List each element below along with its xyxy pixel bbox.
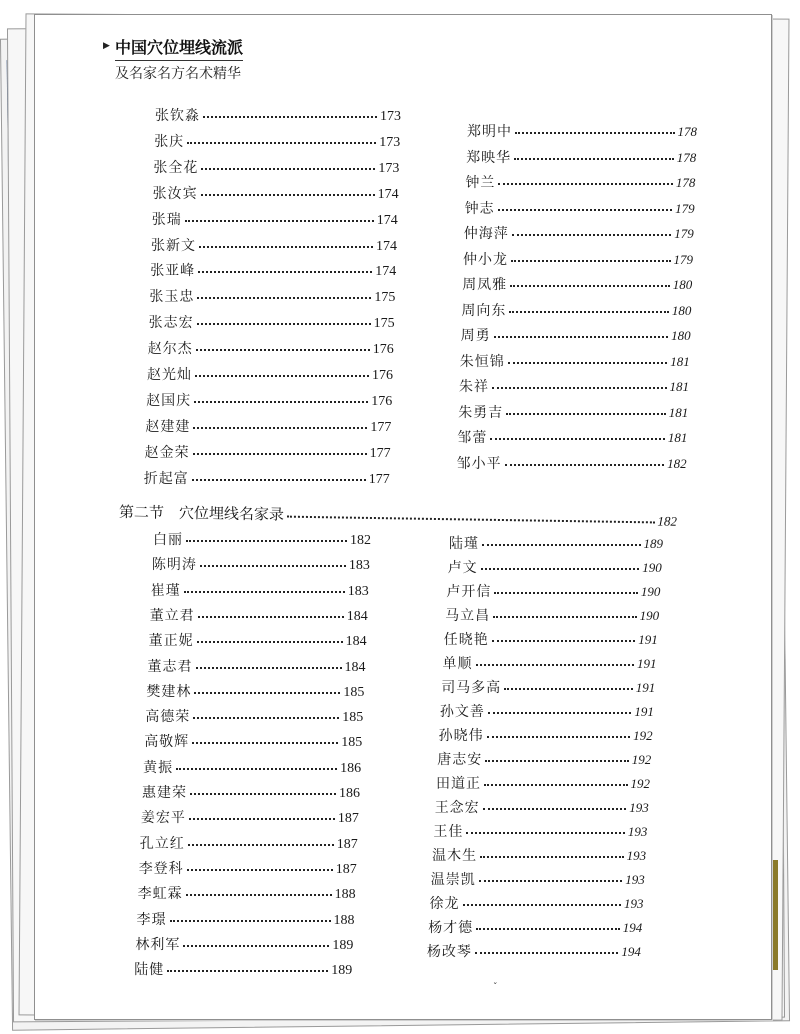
- entry-name: 马立昌: [445, 608, 491, 624]
- toc-entry[interactable]: [146, 390, 392, 410]
- toc-entry[interactable]: [139, 858, 357, 878]
- leader-dots: [509, 311, 669, 313]
- section-label: 第二节 穴位埋线名家录: [118, 503, 285, 524]
- entry-page-number: 191: [638, 632, 658, 647]
- toc-entry[interactable]: [145, 442, 391, 462]
- entry-name: 温崇凯: [430, 872, 476, 888]
- toc-entry[interactable]: [441, 677, 655, 697]
- toc-entry[interactable]: [443, 653, 657, 673]
- entry-name: 孙文善: [439, 704, 485, 720]
- leader-dots: [483, 808, 627, 810]
- toc-entry[interactable]: [466, 147, 696, 167]
- entry-page-number: 175: [374, 290, 396, 306]
- leader-dots: [498, 209, 673, 211]
- entry-name: 李璟: [136, 911, 167, 928]
- leader-dots: [167, 970, 328, 972]
- entry-name: 张瑞: [151, 211, 182, 228]
- entry-name: 张全花: [153, 159, 199, 176]
- entry-page-number: 182: [667, 455, 687, 471]
- entry-name: 张亚峰: [150, 263, 196, 280]
- entry-page-number: 184: [344, 659, 366, 675]
- entry-page-number: 183: [347, 583, 369, 599]
- toc-entry[interactable]: [463, 249, 693, 269]
- entry-name: 张志宏: [148, 315, 194, 332]
- leader-dots: [197, 323, 371, 325]
- entry-name: 朱勇吉: [458, 404, 504, 421]
- toc-entry[interactable]: [427, 941, 641, 961]
- leader-dots: [193, 453, 367, 455]
- book-title: 中国穴位埋线流派: [115, 38, 244, 57]
- entry-page-number: 181: [670, 353, 690, 369]
- entry-page-number: 183: [348, 558, 370, 574]
- toc-entry[interactable]: [155, 105, 401, 125]
- toc-entry[interactable]: [448, 557, 662, 577]
- leader-dots: [476, 928, 620, 930]
- leader-dots: [506, 413, 666, 415]
- entry-page-number: 181: [669, 379, 689, 394]
- leader-dots: [466, 832, 625, 834]
- entry-page-number: 176: [371, 393, 393, 409]
- leader-dots: [176, 768, 337, 770]
- toc-entry[interactable]: [458, 402, 688, 422]
- toc-entry[interactable]: [145, 416, 391, 436]
- entry-page-number: 193: [627, 824, 648, 839]
- entry-page-number: 191: [634, 704, 654, 719]
- toc-entry[interactable]: [445, 605, 659, 625]
- leader-dots: [492, 640, 636, 642]
- entry-name: 李虹霖: [137, 886, 183, 903]
- leader-dots: [197, 297, 371, 299]
- entry-name: 钟志: [464, 200, 495, 217]
- entry-name: 徐龙: [429, 896, 460, 912]
- leader-dots: [194, 692, 340, 694]
- leader-dots: [192, 742, 338, 744]
- toc-entry[interactable]: [142, 782, 360, 802]
- leader-dots: [463, 904, 622, 906]
- entry-page-number: 188: [334, 887, 356, 903]
- entry-page-number: 192: [633, 728, 653, 743]
- entry-page-number: 194: [622, 920, 643, 935]
- toc-entry[interactable]: [137, 909, 355, 929]
- toc-entry[interactable]: [150, 260, 396, 280]
- entry-page-number: 173: [380, 109, 401, 124]
- leader-dots: [488, 712, 632, 714]
- leader-dots: [492, 387, 667, 389]
- toc-entry[interactable]: [154, 131, 400, 151]
- entry-name: 高德荣: [145, 709, 191, 726]
- toc-entry[interactable]: [457, 427, 687, 447]
- leader-dots: [192, 479, 366, 481]
- entry-name: 田道正: [436, 776, 481, 792]
- leader-dots: [498, 183, 673, 185]
- entry-page-number: 174: [375, 264, 397, 280]
- entry-page-number: 180: [671, 328, 691, 343]
- entry-name: 卢文: [447, 560, 478, 576]
- leader-dots: [193, 427, 367, 429]
- leader-dots: [476, 664, 635, 666]
- entry-name: 仲海萍: [463, 226, 509, 242]
- entry-page-number: 185: [341, 735, 363, 751]
- entry-page-number: 193: [625, 872, 645, 887]
- entry-page-number: 186: [339, 786, 360, 801]
- entry-name: 陈明涛: [151, 557, 197, 574]
- entry-page-number: 178: [677, 124, 697, 139]
- toc-entry[interactable]: [465, 198, 695, 218]
- toc-entry[interactable]: [153, 183, 399, 203]
- leader-dots: [196, 667, 342, 669]
- leader-dots: [484, 784, 628, 786]
- leader-dots: [480, 856, 624, 858]
- leader-dots: [183, 945, 329, 947]
- toc-entry[interactable]: [449, 533, 663, 553]
- toc-entry[interactable]: [152, 554, 370, 574]
- entry-page-number: 189: [332, 937, 354, 953]
- leader-dots: [201, 168, 375, 170]
- leader-dots: [198, 616, 344, 618]
- entry-page-number: 179: [674, 226, 694, 241]
- toc-entry[interactable]: [433, 821, 647, 841]
- entry-name: 朱恒锦: [459, 353, 505, 370]
- entry-page-number: 177: [368, 471, 390, 487]
- toc-entry[interactable]: [144, 468, 390, 488]
- toc-entry[interactable]: [467, 121, 697, 141]
- leader-dots: [197, 641, 343, 643]
- entry-page-number: 190: [639, 608, 660, 623]
- leader-dots: [505, 464, 665, 466]
- toc-entry[interactable]: [151, 235, 397, 255]
- entry-name: 仲小龙: [463, 251, 508, 268]
- book-page: [34, 14, 772, 1020]
- toc-entry[interactable]: [464, 223, 694, 243]
- entry-page-number: 191: [637, 656, 657, 671]
- entry-name: 温木生: [432, 848, 478, 864]
- toc-entry[interactable]: [435, 797, 649, 817]
- toc-entry[interactable]: [431, 869, 645, 889]
- entry-name: 孔立红: [139, 835, 185, 852]
- toc-entry[interactable]: [149, 630, 367, 650]
- toc-entry[interactable]: [153, 529, 371, 549]
- toc-entry[interactable]: [462, 274, 692, 294]
- entry-page-number: 174: [377, 186, 399, 202]
- leader-dots: [203, 116, 377, 118]
- toc-entry[interactable]: [461, 300, 691, 320]
- entry-name: 周勇: [460, 328, 491, 344]
- leader-dots: [170, 920, 331, 922]
- section-page-number: 182: [657, 513, 678, 529]
- toc-entry[interactable]: [145, 706, 363, 726]
- toc-entry[interactable]: [461, 325, 691, 345]
- toc-entry[interactable]: [444, 629, 658, 649]
- entry-name: 王佳: [433, 824, 464, 840]
- entry-name: 赵尔杰: [147, 341, 193, 358]
- leader-dots: [504, 688, 633, 690]
- entry-name: 陆瑾: [449, 536, 479, 552]
- entry-name: 邹蕾: [457, 430, 488, 446]
- entry-page-number: 193: [626, 848, 647, 863]
- leader-dots: [200, 565, 346, 567]
- entry-page-number: 175: [373, 316, 395, 332]
- toc-entry[interactable]: [465, 172, 695, 192]
- entry-page-number: 177: [370, 419, 392, 435]
- entry-page-number: 180: [671, 302, 692, 318]
- entry-page-number: 187: [337, 811, 359, 827]
- toc-entry[interactable]: [436, 773, 650, 793]
- entry-page-number: 191: [635, 680, 656, 695]
- leader-dots: [201, 194, 375, 196]
- toc-entry[interactable]: [148, 338, 394, 358]
- entry-name: 孙晓伟: [438, 728, 484, 744]
- toc-entry[interactable]: [457, 453, 687, 473]
- entry-page-number: 190: [640, 584, 661, 599]
- entry-page-number: 181: [667, 430, 688, 445]
- entry-name: 张新文: [151, 237, 196, 254]
- leader-dots: [186, 540, 347, 542]
- toc-entry[interactable]: [149, 312, 395, 332]
- table-of-contents: [35, 15, 771, 1019]
- toc-entry[interactable]: [428, 917, 642, 937]
- entry-page-number: 189: [331, 963, 353, 979]
- entry-page-number: 188: [333, 912, 355, 928]
- leader-dots: [196, 349, 370, 351]
- entry-name: 张玉忠: [149, 289, 195, 306]
- entry-name: 惠建荣: [142, 785, 187, 801]
- toc-entry[interactable]: [152, 209, 398, 229]
- entry-name: 唐志安: [437, 752, 483, 768]
- leader-dots: [508, 362, 668, 364]
- entry-page-number: 179: [673, 251, 693, 267]
- entry-name: 崔瑾: [150, 582, 181, 599]
- entry-name: 张汝宾: [152, 185, 198, 202]
- leader-dots: [511, 260, 671, 262]
- entry-name: 钟兰: [465, 175, 496, 191]
- entry-name: 董立君: [149, 607, 195, 624]
- leader-dots: [494, 336, 669, 338]
- entry-name: 赵金荣: [144, 444, 190, 461]
- leader-dots: [490, 438, 665, 440]
- toc-entry[interactable]: [432, 845, 646, 865]
- entry-name: 杨才德: [428, 920, 474, 936]
- toc-entry[interactable]: [153, 157, 399, 177]
- toc-entry[interactable]: [148, 656, 366, 676]
- entry-name: 赵建建: [145, 418, 191, 435]
- toc-entry[interactable]: [149, 286, 395, 306]
- leader-dots: [189, 818, 335, 820]
- entry-page-number: 187: [336, 836, 358, 852]
- book-subtitle: 及名家名方名术精华: [115, 60, 243, 83]
- entry-page-number: 189: [643, 536, 663, 551]
- entry-name: 樊建林: [146, 683, 192, 700]
- entry-page-number: 184: [345, 634, 367, 650]
- section-heading: [119, 501, 677, 531]
- toc-entry[interactable]: [144, 731, 362, 751]
- entry-name: 李登科: [138, 860, 184, 877]
- entry-page-number: 177: [369, 445, 391, 461]
- leader-dots: [187, 142, 376, 144]
- entry-page-number: 186: [340, 760, 362, 776]
- entry-page-number: 173: [379, 134, 401, 150]
- leader-dots: [198, 271, 372, 273]
- entry-name: 任晓艳: [443, 632, 489, 648]
- toc-entry[interactable]: [147, 364, 393, 384]
- entry-name: 白丽: [153, 532, 183, 548]
- toc-entry[interactable]: [134, 959, 352, 979]
- entry-page-number: 176: [372, 368, 393, 383]
- leader-dots: [199, 246, 373, 248]
- entry-name: 王念宏: [434, 800, 480, 816]
- toc-entry[interactable]: [143, 757, 361, 777]
- toc-entry[interactable]: [140, 833, 358, 853]
- toc-entry[interactable]: [135, 934, 353, 954]
- toc-entry[interactable]: [150, 605, 368, 625]
- page-mark: ˇ: [493, 983, 498, 993]
- entry-name: 陆健: [134, 962, 165, 979]
- entry-name: 赵国庆: [146, 392, 192, 409]
- toc-entry[interactable]: [439, 725, 653, 745]
- leader-dots: [287, 515, 654, 523]
- entry-page-number: 184: [346, 608, 368, 624]
- entry-page-number: 176: [372, 342, 394, 358]
- entry-name: 单顺: [442, 656, 473, 672]
- leader-dots: [510, 285, 670, 287]
- entry-page-number: 194: [621, 944, 641, 959]
- toc-entry[interactable]: [446, 581, 660, 601]
- entry-page-number: 181: [668, 404, 689, 420]
- entry-name: 高敬辉: [144, 734, 190, 751]
- entry-name: 张庆: [154, 133, 185, 150]
- toc-entry[interactable]: [459, 376, 689, 396]
- leader-dots: [494, 592, 638, 594]
- leader-dots: [184, 591, 345, 593]
- entry-name: 郑映华: [466, 149, 512, 166]
- entry-name: 姜宏平: [140, 810, 186, 827]
- entry-page-number: 174: [376, 238, 397, 254]
- entry-page-number: 185: [343, 684, 365, 700]
- leader-dots: [190, 793, 336, 795]
- entry-name: 张钦淼: [155, 108, 200, 124]
- entry-name: 邹小平: [456, 455, 502, 472]
- entry-name: 郑明中: [467, 124, 512, 140]
- entry-page-number: 190: [642, 560, 662, 575]
- toc-entry[interactable]: [141, 807, 359, 827]
- leader-dots: [193, 717, 339, 719]
- triangle-marker-icon: ▶: [103, 41, 110, 51]
- entry-page-number: 192: [631, 752, 652, 767]
- leader-dots: [188, 844, 334, 846]
- entry-page-number: 179: [675, 200, 695, 216]
- toc-entry[interactable]: [138, 883, 356, 903]
- leader-dots: [515, 132, 675, 134]
- toc-entry[interactable]: [437, 749, 651, 769]
- toc-entry[interactable]: [146, 681, 364, 701]
- leader-dots: [195, 375, 369, 377]
- entry-name: 周凤雅: [462, 277, 508, 293]
- entry-name: 朱祥: [459, 379, 489, 395]
- leader-dots: [485, 760, 629, 762]
- toc-entry[interactable]: [460, 351, 690, 371]
- leader-dots: [475, 952, 619, 954]
- leader-dots: [479, 880, 623, 882]
- leader-dots: [186, 894, 332, 896]
- entry-name: 杨改琴: [426, 944, 472, 960]
- leader-dots: [493, 616, 637, 618]
- entry-page-number: 178: [676, 149, 697, 165]
- entry-page-number: 180: [672, 277, 693, 292]
- leader-dots: [487, 736, 631, 738]
- entry-name: 林利军: [135, 936, 181, 953]
- leader-dots: [514, 158, 674, 160]
- entry-name: 黄振: [143, 759, 174, 776]
- entry-page-number: 173: [378, 160, 400, 176]
- entry-name: 赵光灿: [147, 367, 192, 383]
- leader-dots: [482, 544, 641, 546]
- entry-name: 司马多高: [441, 680, 502, 696]
- entry-name: 周向东: [461, 302, 507, 319]
- entry-page-number: 178: [675, 175, 696, 190]
- toc-entry[interactable]: [430, 893, 644, 913]
- leader-dots: [185, 220, 374, 222]
- entry-page-number: 193: [624, 896, 644, 911]
- entry-page-number: 193: [629, 800, 649, 815]
- leader-dots: [187, 869, 333, 871]
- entry-page-number: 174: [376, 212, 398, 228]
- entry-name: 董志君: [147, 658, 193, 675]
- entry-page-number: 192: [630, 776, 650, 791]
- leader-dots: [194, 401, 368, 403]
- entry-page-number: 182: [350, 533, 371, 548]
- entry-page-number: 187: [335, 861, 357, 877]
- entry-name: 折起富: [143, 470, 189, 487]
- toc-entry[interactable]: [151, 580, 369, 600]
- entry-name: 卢开信: [446, 584, 492, 600]
- leader-dots: [512, 234, 672, 236]
- toc-entry[interactable]: [440, 701, 654, 721]
- entry-name: 董正妮: [148, 633, 194, 650]
- entry-page-number: 185: [342, 710, 364, 726]
- leader-dots: [481, 568, 640, 570]
